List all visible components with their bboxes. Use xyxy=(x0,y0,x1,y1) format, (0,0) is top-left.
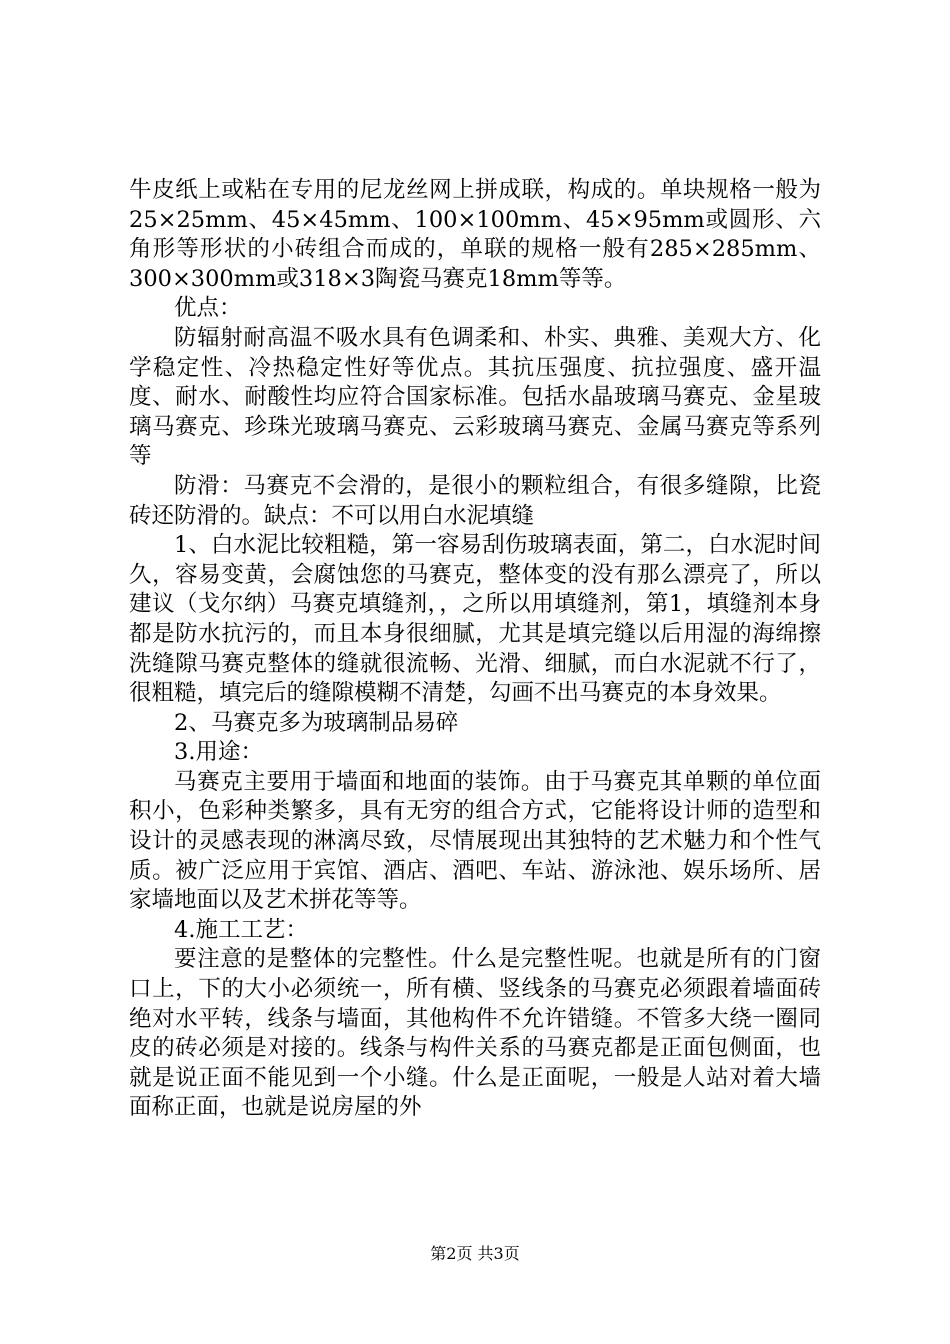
paragraph-construction: 要注意的是整体的完整性。什么是完整性呢。也就是所有的门窗口上，下的大小必须统一，所有横、竖线条的马赛克必须跟着墙面砖绝对水平转，线条与墙面，其他构件不允许错缝。不管多大绕一圈同皮的砖必须是对接的。线条与构件关系的马赛克都是正面包侧面，也就是说正面不能见到一个小缝。什么是正面呢，一般是人站对着大墙面称正面，也就是说房屋的外 xyxy=(129,946,821,1121)
document-body xyxy=(129,176,821,1123)
paragraph-point-1: 1、白水泥比较粗糙，第一容易刮伤玻璃表面，第二，白水泥时间久，容易变黄，会腐蚀您的马赛克，整体变的没有那么漂亮了，所以建议（戈尔纳）马赛克填缝剂，，之所以用填缝剂，第1，填缝剂本身都是防水抗污的，而且本身很细腻，尤其是填完缝以后用湿的海绵擦洗缝隙马赛克整体的缝就很流畅、光滑、细腻，而白水泥就不行了，很粗糙，填完后的缝隙模糊不清楚，勾画不出马赛克的本身效果。 xyxy=(129,532,821,707)
paragraph-construction-heading: 4.施工工艺： xyxy=(174,916,308,943)
page-number-footer: 第2页 共3页 xyxy=(430,1244,520,1263)
paragraph-advantages: 防辐射耐高温不吸水具有色调柔和、朴实、典雅、美观大方、化学稳定性、冷热稳定性好等优点。其抗压强度、抗拉强度、盛开温度、耐水、耐酸性均应符合国家标准。包括水晶玻璃马赛克、金星玻璃马赛克、珍珠光玻璃马赛克、云彩玻璃马赛克、金属马赛克等系列等 xyxy=(129,324,821,470)
paragraph-uses-heading: 3.用途： xyxy=(174,739,263,766)
paragraph-advantages-heading: 优点： xyxy=(174,295,242,322)
paragraph-point-2: 2、马赛克多为玻璃制品易碎 xyxy=(174,709,459,736)
paragraph-anti-slip: 防滑：马赛克不会滑的，是很小的颗粒组合，有很多缝隙，比瓷砖还防滑的。缺点：不可以用白水泥填缝 xyxy=(129,472,821,529)
paragraph-uses: 马赛克主要用于墙面和地面的装饰。由于马赛克其单颗的单位面积小，色彩种类繁多，具有无穷的组合方式，它能将设计师的造型和设计的灵感表现的淋漓尽致，尽情展现出其独特的艺术魅力和个性气质。被广泛应用于宾馆、酒店、酒吧、车站、游泳池、娱乐场所、居家墙地面以及艺术拼花等等。 xyxy=(129,768,821,914)
paragraph-continuation: 牛皮纸上或粘在专用的尼龙丝网上拼成联，构成的。单块规格一般为25×25mm、45×45mm、100×100mm、45×95mm或圆形、六角形等形状的小砖组合而成的，单联的规格一般有285×285mm、300×300mm或318×3陶瓷马赛克18mm等等。 xyxy=(129,177,821,292)
